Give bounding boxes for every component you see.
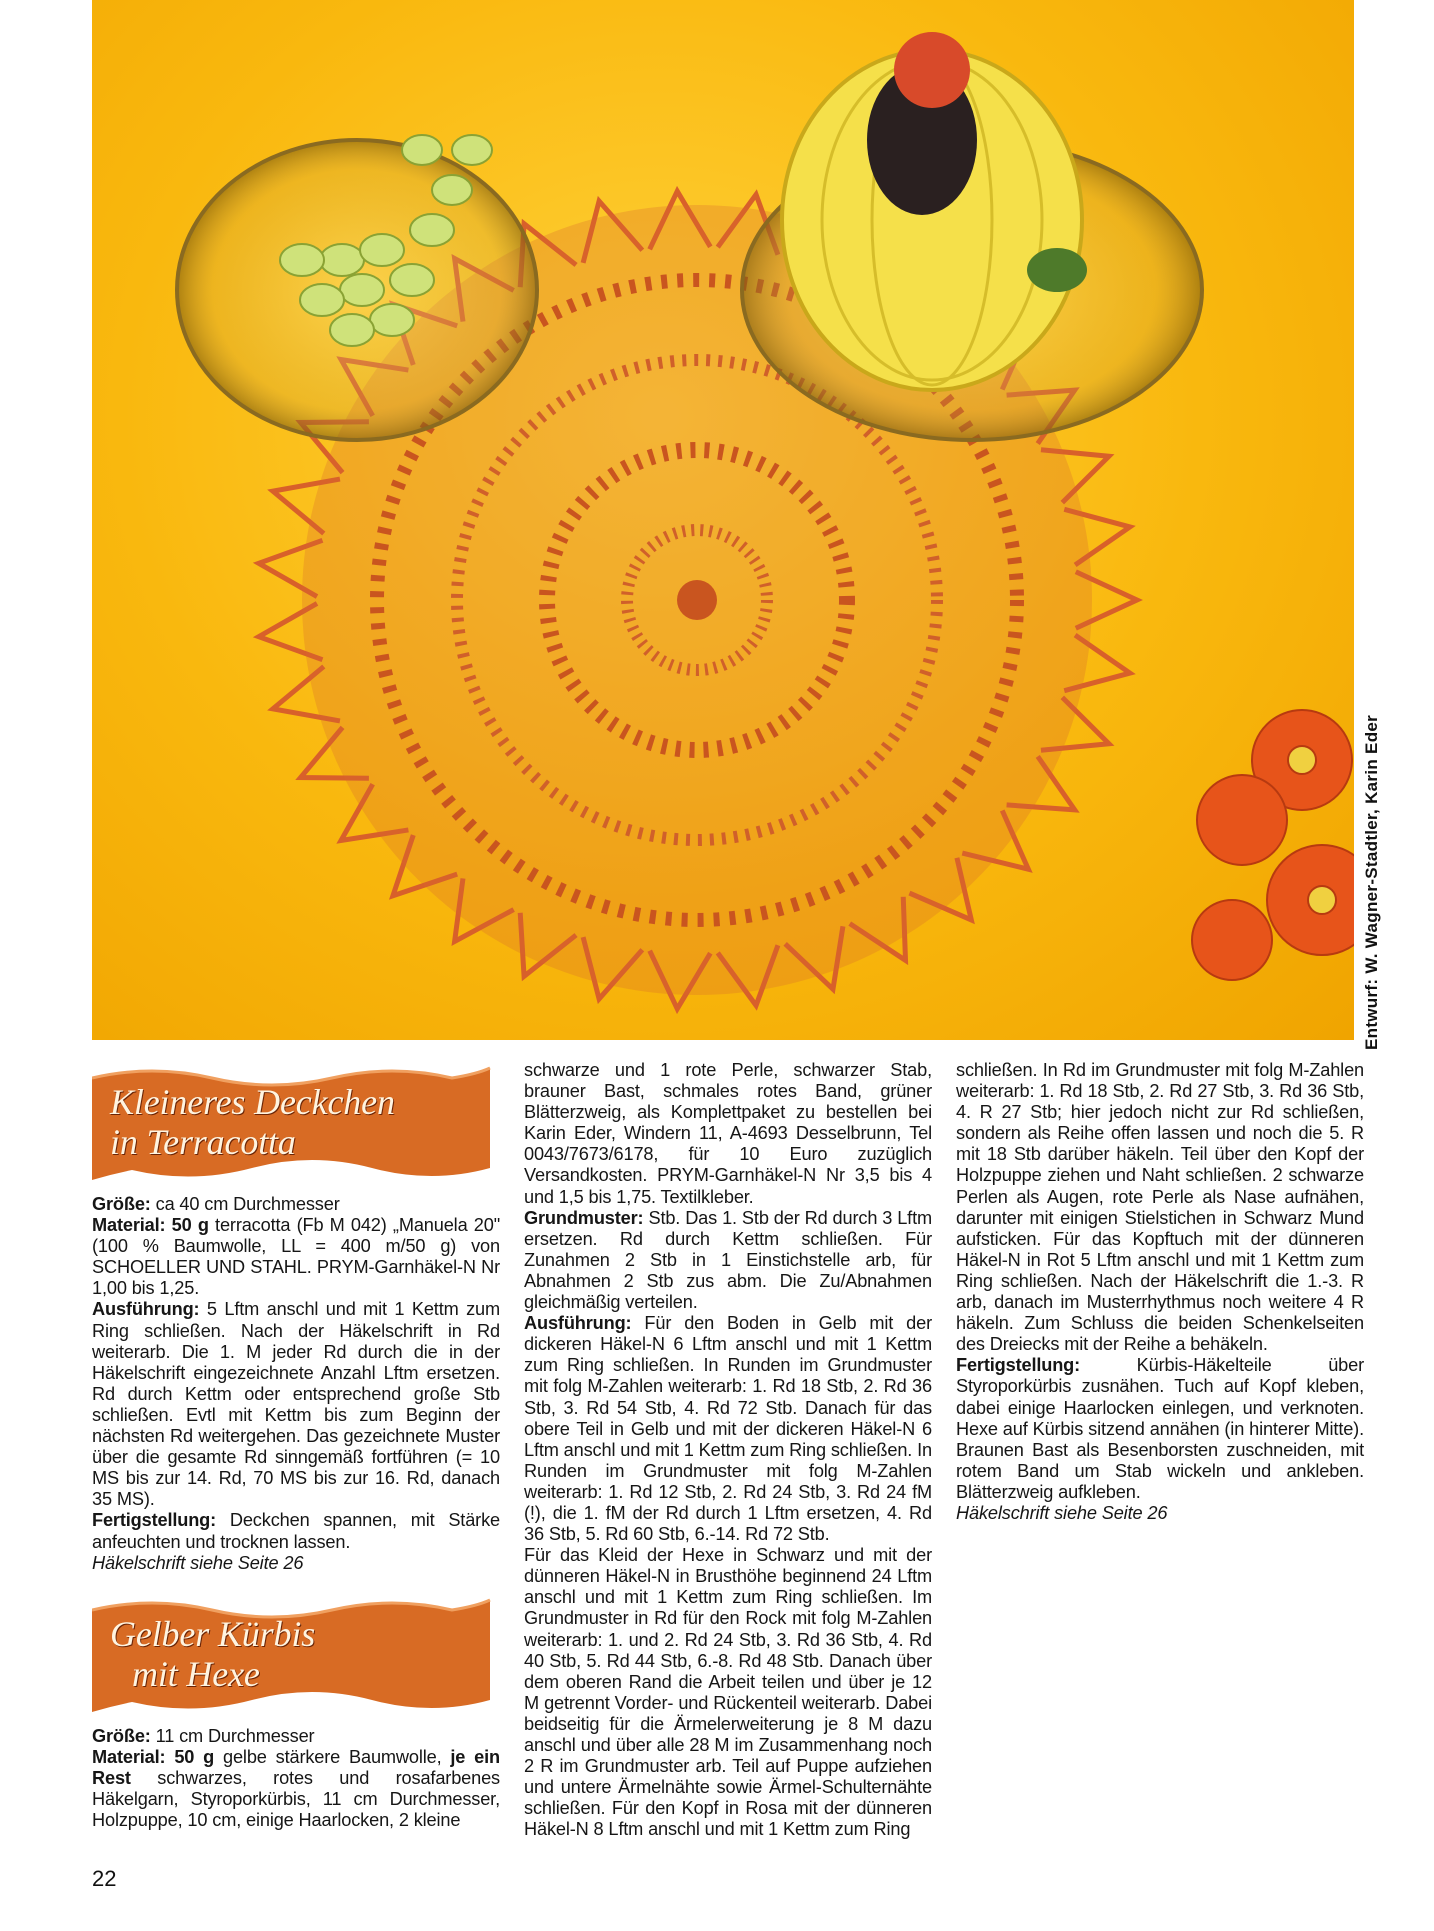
doily-title-line1: Kleineres Deckchen	[110, 1082, 395, 1122]
product-photo	[92, 0, 1354, 1040]
doily-chart-reference: Häkelschrift siehe Seite 26	[92, 1552, 304, 1573]
doily-finishing: Fertigstellung: Deckchen spannen, mit Stärke anfeuchten und trocknen lassen.	[92, 1510, 500, 1552]
pumpkin-dress: Für das Kleid der Hexe in Schwarz und mit der dünneren Häkel-N in Brusthöhe beginnend 24 Lftm anschl und mit 1 Kettm zum Ring schließen. Im Grundmuster in Rd für den Rock mit folg M-Zahlen weiterarb: 1. und 2. Rd 24 Stb, 3. Rd 36 Stb, 4. Rd 40 Stb, 5. Rd 44 Stb, 6.-8. Rd 48 Stb. Danach über dem oberen Rand die Arbeit teilen und über je 12 M getrennt Vorder- und Rückenteil weiterarb. Dabei beidseitig für die Ärmelerweiterung je 8 M dazu anschl und über alle 28 M im Zusammenhang noch 2 R im Grundmuster arb. Teil auf Puppe aufziehen und untere Ärmelnähte sowie Ärmel-Schulternähte schließen. Für den Kopf in Rosa mit der dünneren Häkel-N 8 Lftm anschl und mit 1 Kettm zum Ring	[524, 1545, 932, 1840]
pumpkin-pattern: Grundmuster: Stb. Das 1. Stb der Rd durch 3 Lftm ersetzen. Rd durch Kettm schließen. Für Zunahmen 2 Stb in 1 Einstichstelle arb, für Abnahmen 2 Stb zus abm. Die Zu/Abnahmen gleichmäßig verteilen.	[524, 1207, 932, 1313]
doily-material: Material: 50 g terracotta (Fb M 042) „Manuela 20" (100 % Baumwolle, LL = 400 m/50 g) von SCHOELLER UND STAHL. PRYM-Garnhäkel-N Nr 1,00 bis 1,25.	[92, 1215, 500, 1299]
pumpkin-chart-reference: Häkelschrift siehe Seite 26	[956, 1502, 1168, 1523]
photo-credit: Entwurf: W. Wagner-Stadtler, Karin Eder	[1362, 714, 1381, 1050]
doily-size: Größe: ca 40 cm Durchmesser	[92, 1194, 340, 1214]
doily-photo-illustration	[92, 0, 1354, 1040]
pumpkin-title-line2: mit Hexe	[132, 1653, 260, 1694]
pumpkin-size: Größe: 11 cm Durchmesser	[92, 1725, 315, 1746]
doily-instructions: Ausführung: 5 Lftm anschl und mit 1 Kettm zum Ring schließen. Nach der Häkelschrift in Rd weiterarb. Die 1. M jeder Rd durch die in der Häkelschrift eingezeichnete Anzahl Lftm ersetzen. Rd durch Kettm oder entsprechend große Stb schließen. Evtl mit Kettm bis zum Beginn der nächsten Rd weitergehen. Das gezeichnete Muster über die gesamte Rd sinngemäß fortführen (= 10 MS bis zur 14. Rd, 70 MS bis zur 16. Rd, danach 35 MS).	[92, 1299, 500, 1510]
pumpkin-bowl	[742, 32, 1202, 440]
column-3	[956, 1060, 1364, 1524]
doily-title-banner	[92, 1060, 500, 1188]
flower-decoration	[1192, 710, 1354, 980]
page-number: 22	[92, 1866, 117, 1891]
doily-title-line2: in Terracotta	[110, 1122, 296, 1162]
pumpkin-material-cont: schwarze und 1 rote Perle, schwarzer Stab, brauner Bast, schmales rotes Band, grüner Blätterzweig, als Komplettpaket zu bestellen bei Karin Eder, Windern 11, A-4693 Desselbrunn, Tel 0043/7673/6178, für 10 Euro zuzüglich Versandkosten. PRYM-Garnhäkel-N Nr 3,5 bis 4 und 1,5 bis 1,75. Textilkleber.	[524, 1060, 932, 1207]
pumpkin-material-start: Material: 50 g gelbe stärkere Baumwolle, je ein Rest schwarzes, rotes und rosafarbenes Häkelgarn, Styroporkürbis, 11 cm Durchmesser, Holzpuppe, 10 cm, einige Haarlocken, 2 kleine	[92, 1746, 500, 1831]
pumpkin-title-line1: Gelber Kürbis	[110, 1613, 316, 1654]
column-2	[524, 1060, 932, 1840]
pumpkin-title-banner	[92, 1592, 500, 1720]
pumpkin-finishing: Fertigstellung: Kürbis-Häkelteile über Styroporkürbis zusnähen. Tuch auf Kopf kleben, dabei einige Haarlocken einlegen, und verknoten. Hexe auf Kürbis sitzend annähen (in hinterer Mitte). Braunen Bast als Besenborsten zuschneiden, mit rotem Band um Stab wickeln und ankleben. Blätterzweig aufkleben.	[956, 1355, 1364, 1502]
pumpkin-instructions: Ausführung: Für den Boden in Gelb mit der dickeren Häkel-N 6 Lftm anschl und mit 1 Kettm zum Ring schließen. In Runden im Grundmuster mit folg M-Zahlen weiterarb: 1. Rd 18 Stb, 2. Rd 36 Stb, 3. Rd 54 Stb, 4. Rd 72 Stb. Danach für das obere Teil in Gelb und mit der dickeren Häkel-N 6 Lftm anschl und mit 1 Kettm zum Ring schließen. In Runden im Grundmuster mit folg M-Zahlen weiterarb: 1. Rd 12 Stb, 2. Rd 24 Stb, 3. Rd 24 fM (!), die 1. fM der Rd durch 1 Lftm ersetzen, 4. Rd 36 Stb, 5. Rd 60 Stb, 6.-14. Rd 72 Stb.	[524, 1313, 932, 1545]
pumpkin-dress: schließen. In Rd im Grundmuster mit folg M-Zahlen weiterarb: 1. Rd 18 Stb, 2. Rd 27 Stb, 3. Rd 36 Stb, 4. R 27 Stb; hier jedoch nicht zur Rd schließen, sondern als Reihe offen lassen und noch die 5. R mit 18 Stb darüber häkeln. Teil über den Kopf der Holzpuppe ziehen und Naht schließen. 2 schwarze Perlen als Augen, rote Perle als Nase aufnähen, darunter mit einigen Stielstichen in Schwarz Mund aufsticken. Für das Kopftuch mit der dünneren Häkel-N in Rot 5 Lftm anschl und mit 1 Kettm zum Ring schließen. Nach der Häkelschrift die 1.-3. R arb, danach im Musterrhythmus noch weitere 4 R häkeln. Zum Schluss die beiden Schenkelseiten des Dreiecks mit der Reihe a behäkeln.	[956, 1060, 1364, 1355]
column-1	[92, 1060, 500, 1831]
grape-bowl	[177, 135, 537, 440]
